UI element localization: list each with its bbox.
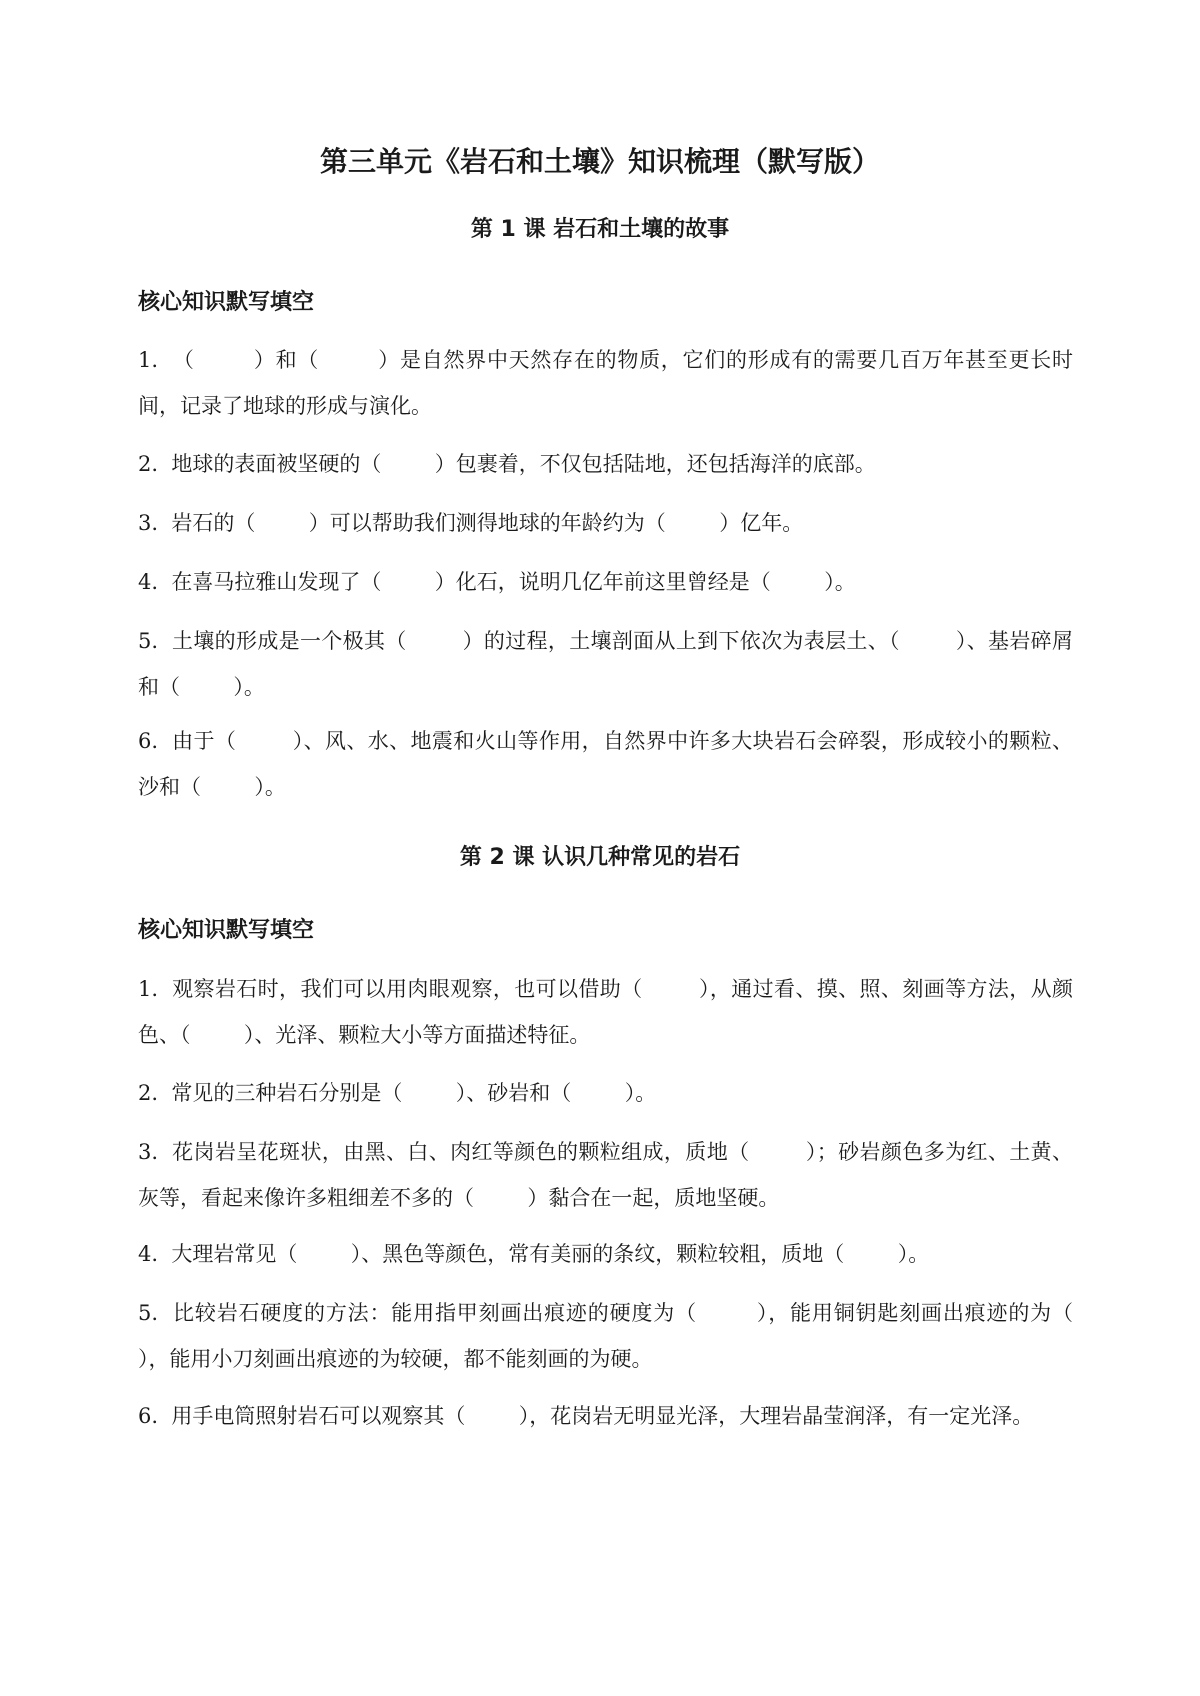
lesson-2-item-4: 4. 大理岩常见（ ）、黑色等颜色，常有美丽的条纹，颗粒较粗，质地（ ）。 (138, 1242, 930, 1266)
lesson-2-item-1: 1. 观察岩石时，我们可以用肉眼观察，也可以借助（ ），通过看、摸、照、刻画等方法，从颜色、（ ）、光泽、颗粒大小等方面描述特征。 (138, 977, 1073, 1047)
lesson-1-title: 第 1 课 岩石和土壤的故事 (470, 217, 730, 242)
lesson-1-item-3: 3. 岩石的（ ）可以帮助我们测得地球的年龄约为（ ）亿年。 (138, 511, 804, 535)
lesson-2-item-6: 6. 用手电筒照射岩石可以观察其（ ），花岗岩无明显光泽，大理岩晶莹润泽，有一定光泽。 (138, 1404, 1034, 1428)
lesson-2-section-heading: 核心知识默写填空 (138, 918, 315, 943)
page-title: 第三单元《岩石和土壤》知识梳理（默写版） (319, 145, 880, 178)
lesson-1-section-heading: 核心知识默写填空 (138, 290, 315, 315)
lesson-1-item-5: 5. 土壤的形成是一个极其（ ）的过程，土壤剖面从上到下依次为表层土、（ ）、基岩碎屑和（ ）。 (138, 629, 1073, 699)
lesson-1-item-6: 6. 由于（ ）、风、水、地震和火山等作用，自然界中许多大块岩石会碎裂，形成较小的颗粒、沙和（ ）。 (138, 729, 1073, 799)
lesson-2-title: 第 2 课 认识几种常见的岩石 (459, 845, 741, 870)
lesson-1-item-2: 2. 地球的表面被坚硬的（ ）包裹着，不仅包括陆地，还包括海洋的底部。 (138, 452, 876, 476)
lesson-1-item-1: 1. （ ）和（ ）是自然界中天然存在的物质，它们的形成有的需要几百万年甚至更长时间，记录了地球的形成与演化。 (138, 348, 1073, 418)
lesson-1-item-4: 4. 在喜马拉雅山发现了（ ）化石，说明几亿年前这里曾经是（ ）。 (138, 570, 856, 594)
lesson-2-item-5: 5. 比较岩石硬度的方法：能用指甲刻画出痕迹的硬度为（ ），能用铜钥匙刻画出痕迹的为（ ），能用小刀刻画出痕迹的为较硬，都不能刻画的为硬。 (138, 1301, 1127, 1371)
lesson-2-item-3: 3. 花岗岩呈花斑状，由黑、白、肉红等颜色的颗粒组成，质地（ ）；砂岩颜色多为红、土黄、灰等，看起来像许多粗细差不多的（ ）黏合在一起，质地坚硬。 (138, 1140, 1073, 1210)
lesson-2-item-2: 2. 常见的三种岩石分别是（ ）、砂岩和（ ）。 (138, 1081, 657, 1105)
